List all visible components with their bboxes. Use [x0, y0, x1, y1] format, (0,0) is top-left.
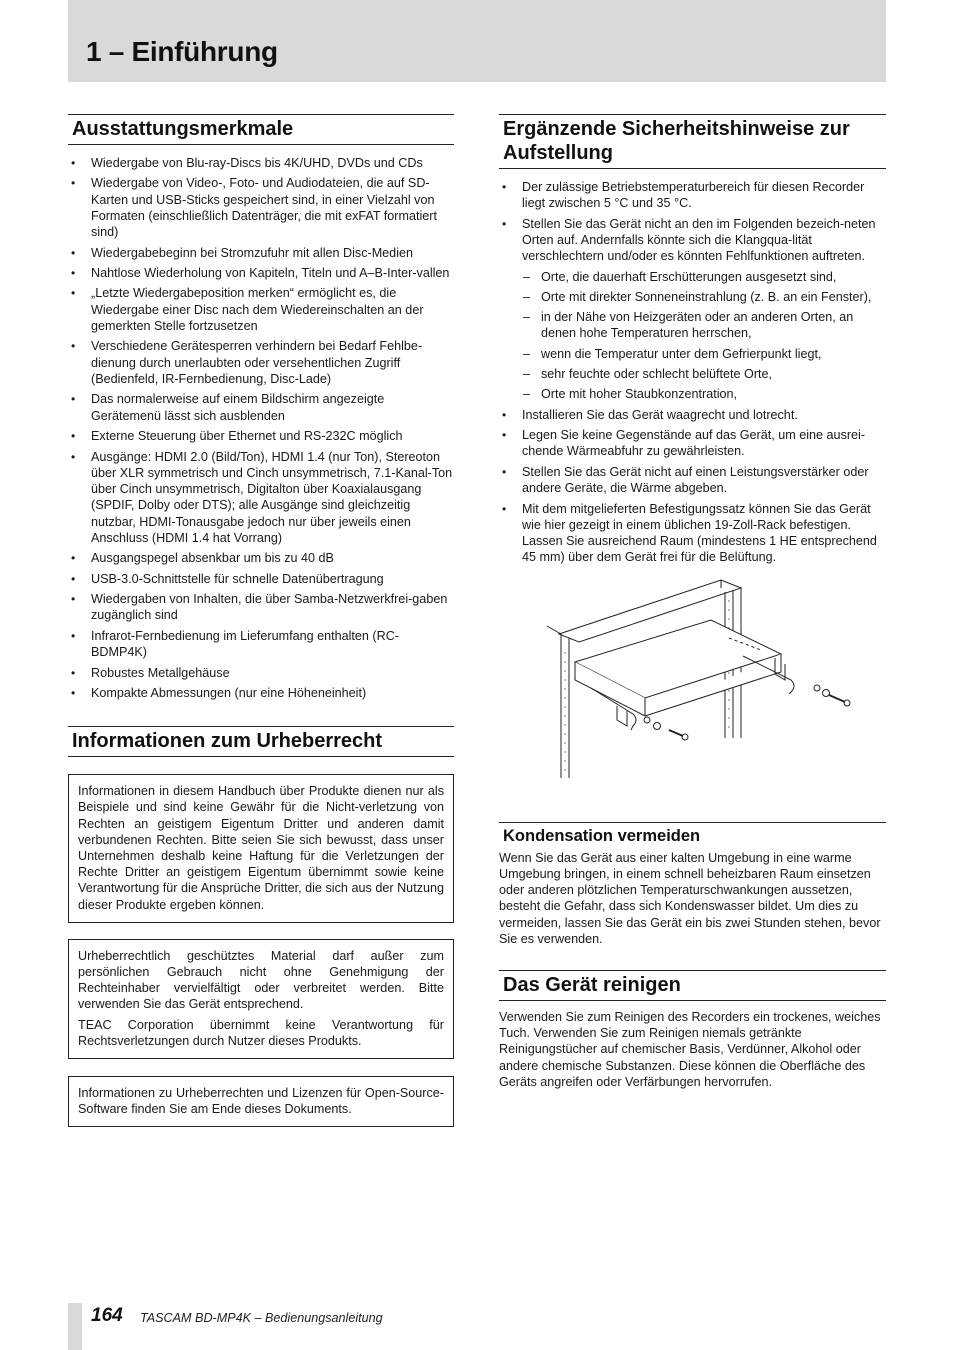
right-column [499, 114, 886, 1090]
list-item: • Infrarot-Fernbedienung im Lieferumfang enthalten (RC-BDMP4K) [71, 628, 400, 660]
bullet-icon: • [71, 429, 76, 444]
chapter-title: 1 – Einführung [86, 36, 278, 67]
bullet-icon: • [502, 428, 507, 443]
list-item: • Verschiedene Gerätesperren verhindern bei Bedarf Fehlbe-dienung durch unerlaubten oder versehentlichen Zugriff (Bedienfeld, IR-Fernbedienung, Disc-Lade) [71, 339, 423, 387]
list-item: – Orte, die dauerhaft Erschütterungen ausgesetzt sind, [523, 269, 837, 284]
bullet-icon: • [71, 665, 76, 680]
copyright-notice-box [68, 774, 454, 923]
list-item: • Robustes Metallgehäuse [71, 665, 230, 680]
list-item: – in der Nähe von Heizgeräten oder an anderen Orten, an denen hohe Temperaturen herrschen, [523, 310, 854, 341]
copyright-liability-text: TEAC Corporation übernimmt keine Verantwortung für Rechtsverletzungen durch Nutzer dieses Produkts. [78, 1017, 444, 1048]
features-list [68, 155, 454, 701]
list-item: • Das normalerweise auf einem Bildschirm angezeigte Gerätemenü lässt sich ausblenden [71, 392, 385, 423]
copyright-material-text: Urheberrechtlich geschütztes Material darf außer zum persönlichen Gebrauch nicht ohne Genehmigung der Rechteinhaber vervielfältigt oder verbreitet werden. Bitte verwenden Sie das Gerät entsprechend. [78, 948, 444, 1012]
bullet-icon: • [71, 266, 76, 281]
dash-icon: – [523, 367, 531, 382]
bullet-icon: • [71, 245, 76, 260]
list-item: • Ausgänge: HDMI 2.0 (Bild/Ton), HDMI 1.4 (nur Ton), Stereoton über XLR symmetrisch und Cinch unsymmetrisch, 7.1-Kanal-Ton über Cinch unsymmetrisch, Digitalton über Koaxialausgang (SPDIF, Dolby oder DTS); alle Ausgänge sind gleichzeitig nutzbar, HDMI-Tonausgabe jedoch nur über jeweils einen Anschluss (HDMI 1.4 hat Vorrang) [71, 449, 453, 545]
bullet-icon: • [71, 449, 76, 464]
list-item: • Nahtlose Wiederholung von Kapiteln, Titeln und A–B-Inter-vallen [71, 266, 450, 281]
bullet-icon: • [71, 156, 76, 170]
list-item: • Ausgangspegel absenkbar um bis zu 40 dB [71, 551, 334, 566]
dash-icon: – [523, 346, 531, 361]
cleaning-text: Verwenden Sie zum Reinigen des Recorders ein trockenes, weiches Tuch. Verwenden Sie zum Reinigen niemals getränkte Reinigungstücher auf chemischer Basis, Verdünner, Alkohol oder andere chemische Substanzen. Diese können die Oberfläche des Geräts angreifen oder Verfärbungen hervorrufen. [499, 1010, 881, 1089]
list-item: – Orte mit direkter Sonneneinstrahlung (z. B. an ein Fenster), [523, 289, 872, 304]
bullet-icon: • [502, 180, 507, 194]
dash-icon: – [523, 310, 531, 325]
footer-doc-title: TASCAM BD-MP4K – Bedienungsanleitung [140, 1311, 383, 1325]
condensation-heading: Kondensation vermeiden [499, 822, 886, 846]
open-source-text: Informationen zu Urheberrechten und Lizenzen für Open-Source-Software finden Sie am Ende dieses Dokuments. [78, 1086, 444, 1117]
list-item: • Wiedergaben von Inhalten, die über Samba-Netzwerkfrei-gaben zugänglich sind [71, 592, 448, 623]
dash-icon: – [523, 269, 531, 284]
bullet-icon: • [71, 571, 76, 586]
footer-bar [68, 1303, 82, 1350]
bullet-icon: • [71, 339, 76, 354]
list-item: – Orte mit hoher Staubkonzentration, [523, 387, 738, 402]
list-item: • Wiedergabebeginn bei Stromzufuhr mit allen Disc-Medien [71, 245, 413, 260]
open-source-box [68, 1076, 454, 1127]
bullet-icon: • [71, 685, 76, 700]
list-item: • Der zulässige Betriebstemperaturbereich für diesen Recorder liegt zwischen 5 °C und 35 °C. [502, 180, 865, 211]
cleaning-heading: Das Gerät reinigen [499, 970, 886, 1001]
bullet-icon: • [502, 407, 507, 422]
page-number: 164 [91, 1305, 123, 1326]
bullet-icon: • [71, 176, 76, 191]
bullet-icon: • [502, 501, 507, 516]
list-item: • Stellen Sie das Gerät nicht auf einen Leistungsverstärker oder andere Geräte, die Wärme abgeben. [502, 464, 869, 496]
list-item: • Legen Sie keine Gegenstände auf das Gerät, um eine ausrei-chende Wärmeabfuhr zu gewährleisten. [502, 428, 866, 459]
list-item: • Stellen Sie das Gerät nicht an den im Folgenden bezeich-neten Orten auf. Andernfalls könnte sich die Klangqua-lität verschlechtern und/oder es könnten Fehlfunktionen auftreten. – Orte, die dauerhaft Erschütterungen ausgesetzt sind, – Orte mit direkter Sonneneinstrahlung (z. B. an ein Fenster), – in der Nähe von Heizgeräten oder an anderen Orten, an denen hohe Temperaturen herrschen, – wenn die Temperatur unter dem Gefrierpunkt liegt, – sehr feuchte oder schlecht belüftete Orte, – Orte mit hoher Staubkonzentration, [499, 216, 886, 403]
bullet-icon: • [71, 628, 76, 643]
bullet-icon: • [71, 392, 76, 407]
list-item: • Externe Steuerung über Ethernet und RS-232C möglich [71, 429, 403, 444]
bullet-icon: • [71, 551, 76, 566]
bullet-icon: • [502, 464, 507, 479]
dash-icon: – [523, 387, 531, 402]
chapter-header [68, 0, 886, 82]
copyright-heading: Informationen zum Urheberrecht [68, 726, 454, 757]
bullet-icon: • [502, 216, 507, 231]
condensation-text: Wenn Sie das Gerät aus einer kalten Umgebung in eine warme Umgebung bringen, in einem schnell beheizbaren Raum einsetzen oder anderen plötzlichen Temperaturschwankungen aussetzen, besteht die Gefahr, dass sich Kondenswasser bildet. Um dies zu vermeiden, lassen Sie das Gerät ein bis zwei Stunden stehen, bevor Sie es verwenden. [499, 850, 881, 946]
locations-list [522, 269, 886, 403]
dash-icon: – [523, 289, 531, 304]
list-item: • „Letzte Wiedergabeposition merken“ ermöglicht es, die Wiedergabe einer Disc nach dem Wiedereinschalten an der gemerkten Stelle fortzusetzen [71, 286, 424, 334]
safety-heading: Ergänzende Sicherheitshinweise zur Aufstellung [499, 114, 886, 169]
list-item: • Kompakte Abmessungen (nur eine Höheneinheit) [71, 685, 367, 700]
list-item: • Installieren Sie das Gerät waagrecht und lotrecht. [502, 407, 798, 422]
bullet-icon: • [71, 286, 76, 301]
features-heading: Ausstattungsmerkmale [68, 114, 454, 145]
list-item: • Wiedergabe von Video-, Foto- und Audiodateien, die auf SD-Karten und USB-Sticks gespeichert sind, in einer Vielzahl von Formaten (einschließlich Datenträger, die mit exFAT formatiert sind) [71, 176, 437, 240]
copyright-notice-text: Informationen in diesem Handbuch über Produkte dienen nur als Beispiele und sind keine Gewähr für die Nicht-verletzung von Rechten an geistigem Eigentum Dritter und anderen damit verbundenen Rechten. Bitte seien Sie sich bewusst, dass unser Unternehmen deshalb keine Haftung für die Verletzungen der Rechte Dritter an geistigem Eigentum übernimmt sowie keine Verantwortung für die Ansprüche Dritter, die sich aus der Nutzung dieser Produkte ergeben können. [78, 784, 444, 912]
list-item: – sehr feuchte oder schlecht belüftete Orte, [523, 367, 773, 382]
left-column [68, 114, 454, 1127]
list-item: • Mit dem mitgelieferten Befestigungssatz können Sie das Gerät wie hier gezeigt in einem üblichen 19-Zoll-Rack befestigen. Lassen Sie ausreichend Raum (mindestens 1 HE entsprechend 45 mm) über dem Gerät frei für die Belüftung. [502, 501, 877, 565]
list-item: – wenn die Temperatur unter dem Gefrierpunkt liegt, [523, 346, 822, 361]
bullet-icon: • [71, 592, 76, 607]
list-item: • USB-3.0-Schnittstelle für schnelle Datenübertragung [71, 571, 384, 586]
list-item: • Wiedergabe von Blu-ray-Discs bis 4K/UHD, DVDs und CDs [71, 156, 423, 170]
copyright-material-box [68, 939, 454, 1059]
safety-list [499, 179, 886, 566]
rack-mount-illustration [499, 570, 886, 795]
